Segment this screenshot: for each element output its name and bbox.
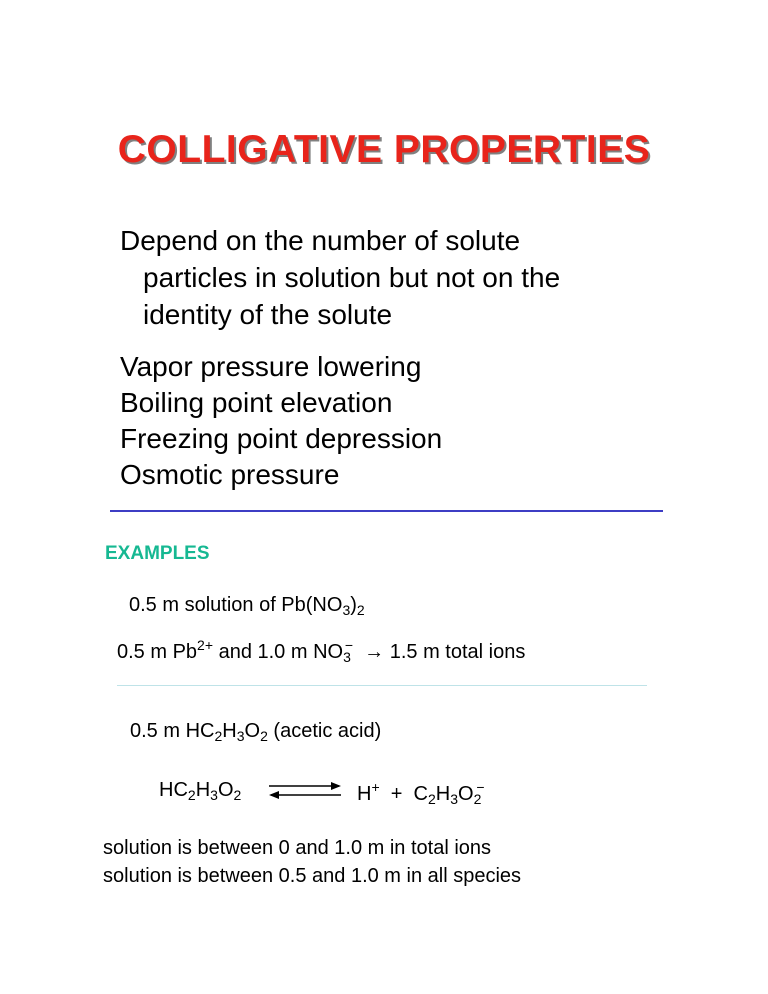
property-item: Vapor pressure lowering bbox=[120, 351, 422, 382]
page-title: COLLIGATIVE PROPERTIES bbox=[117, 128, 651, 171]
property-item: Freezing point depression bbox=[120, 423, 443, 454]
example-acetic-acid: 0.5 m $HC_2H_3O_2$ (acetic acid) bbox=[130, 720, 382, 744]
property-item: Osmotic pressure bbox=[120, 459, 340, 490]
definition-paragraph bbox=[120, 222, 680, 333]
definition-line-1: Depend on the number of solute bbox=[120, 225, 521, 256]
example-lead-nitrate: 0.5 m solution of $Pb(NO_3)_2$ bbox=[129, 594, 365, 618]
equilibrium-reactant: $HC_2H_3O_2$ bbox=[159, 779, 242, 803]
definition-line-2: particles in solution but not on the bbox=[143, 262, 561, 293]
definition-line-3: identity of the solute bbox=[143, 299, 393, 330]
properties-list bbox=[120, 349, 442, 493]
conclusion-total-ions: solution is between 0 and 1.0 m in total ions bbox=[103, 837, 492, 859]
example-ion-count: 0.5 m $Pb^{2+}$ and 1.0 m $NO_3^- \to 1.5$ m total ions bbox=[117, 637, 526, 665]
equilibrium-arrows-icon bbox=[267, 778, 343, 802]
equilibrium-products: $H^+ + C_2H_3O_2^-$ bbox=[357, 779, 485, 807]
examples-heading: EXAMPLES bbox=[105, 543, 210, 564]
property-item: Boiling point elevation bbox=[120, 387, 393, 418]
section-divider bbox=[110, 510, 663, 512]
conclusion-all-species: solution is between 0.5 and 1.0 m in all species bbox=[103, 865, 522, 887]
example-divider bbox=[117, 685, 647, 686]
